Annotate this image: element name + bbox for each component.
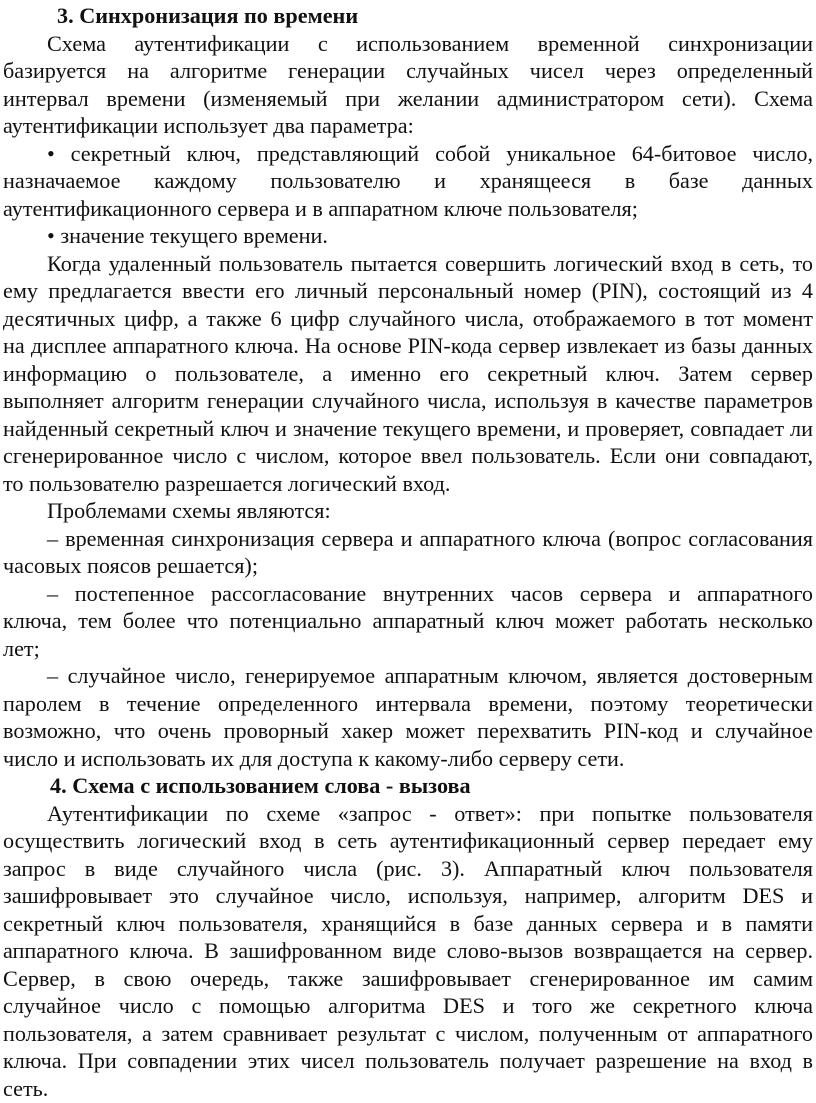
text-line: Сервер, в свою очередь, также зашифровывает сгенерированное им самим: [3, 965, 813, 991]
text-line: найденный секретный ключ и значение текущего времени, и проверяет, совпадает ли: [3, 415, 813, 441]
text-line: паролем в течение определенного интервала времени, поэтому теоретически: [3, 690, 813, 716]
text-line: аутентификационного сервера и в аппаратном ключе пользователя;: [3, 195, 638, 221]
text-line: то пользователю разрешается логический вход.: [3, 470, 451, 496]
text-line: ключа, тем более что потенциально аппаратный ключ может работать несколько: [3, 608, 813, 633]
text-line: – временная синхронизация сервера и аппаратного ключа (вопрос согласования: [47, 525, 813, 551]
text-line: запрос в виде случайного числа (рис. 3). Аппаратный ключ пользователя: [3, 855, 813, 881]
text-line: осуществить логический вход в сеть аутентификационный сервер передает ему: [3, 828, 813, 853]
text-line: назначаемое каждому пользователю и хранящееся в базе данных: [3, 168, 813, 193]
text-line: сгенерированное число с числом, которое ввел пользователь. Если они совпадают,: [3, 443, 813, 468]
section-heading: 3. Синхронизация по времени: [57, 3, 359, 28]
text-line: лет;: [3, 635, 40, 661]
text-line: • секретный ключ, представляющий собой уникальное 64-битовое число,: [47, 140, 813, 166]
text-line: Проблемами схемы являются:: [47, 498, 331, 523]
text-line: число и использовать их для доступа к какому-либо серверу сети.: [3, 745, 625, 771]
text-line: ключа. При совпадении этих чисел пользователь получает разрешение на вход в: [3, 1048, 813, 1073]
section-heading: 4. Схема с использованием слова - вызова: [50, 773, 471, 798]
text-line: ему предлагается ввести его личный персональный номер (PIN), состоящий из 4: [3, 278, 813, 303]
text-line: Аутентификации по схеме «запрос - ответ»: при попытке пользователя: [47, 800, 813, 826]
text-line: секретный ключ пользователя, хранящийся в базе данных сервера и в памяти: [3, 910, 813, 936]
text-line: – случайное число, генерируемое аппаратным ключом, является достоверным: [47, 663, 813, 688]
text-line: возможно, что очень проворный хакер может перехватить PIN-код и случайное: [3, 718, 813, 743]
text-line: сеть.: [3, 1075, 49, 1101]
text-line: на дисплее аппаратного ключа. На основе PIN-кода сервер извлекает из базы данных: [3, 333, 813, 358]
text-line: информацию о пользователе, а именно его секретный ключ. Затем сервер: [3, 360, 813, 386]
text-line: выполняет алгоритм генерации случайного числа, используя в качестве параметров: [3, 388, 813, 413]
text-line: – постепенное рассогласование внутренних часов сервера и аппаратного: [47, 580, 813, 606]
text-line: • значение текущего времени.: [47, 223, 328, 248]
text-line: аппаратного ключа. В зашифрованном виде слово-вызов возвращается на сервер.: [3, 938, 813, 963]
text-line: аутентификации использует два параметра:: [3, 113, 414, 138]
text-line: Схема аутентификации с использованием временной синхронизации: [47, 30, 813, 56]
text-line: Когда удаленный пользователь пытается совершить логический вход в сеть, то: [47, 250, 813, 276]
text-line: случайное число с помощью алгоритма DES и того же секретного ключа: [3, 993, 813, 1018]
text-line: часовых поясов решается);: [3, 553, 258, 578]
text-line: зашифровывает это случайное число, используя, например, алгоритм DES и: [3, 883, 813, 908]
text-line: интервал времени (изменяемый при желании администратором сети). Схема: [3, 85, 813, 111]
text-line: десятичных цифр, а также 6 цифр случайного числа, отображаемого в тот момент: [3, 305, 813, 331]
text-line: базируется на алгоритме генерации случайных чисел через определенный: [3, 58, 813, 83]
text-line: пользователя, а затем сравнивает результат с числом, полученным от аппаратного: [3, 1020, 813, 1046]
